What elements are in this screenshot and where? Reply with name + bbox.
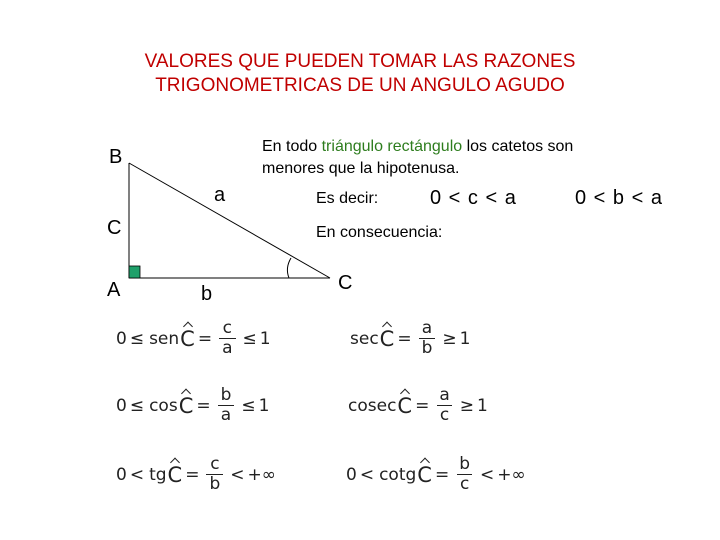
sec-right: 1 <box>459 328 471 349</box>
cos-left: 0 <box>116 395 127 416</box>
sec-den: b <box>419 338 436 358</box>
title-line-2: TRIGONOMETRICAS DE UN ANGULO AGUDO <box>155 75 565 96</box>
cos-fraction <box>218 386 235 425</box>
cosec-num: a <box>439 385 450 405</box>
intro-part1: En todo <box>262 138 322 155</box>
intro-line2: menores que la hipotenusa. <box>262 160 460 177</box>
intro-highlight: triángulo rectángulo <box>321 138 463 155</box>
formula-sec <box>348 319 470 358</box>
intro-part2: los catetos son <box>462 138 574 155</box>
cotg-eq: = <box>434 464 450 485</box>
formula-cotg <box>346 455 526 494</box>
vertex-c-label: C <box>107 217 122 239</box>
sen-right: 1 <box>259 328 271 349</box>
cotg-op1: < <box>359 464 375 485</box>
es-decir-label: Es decir: <box>316 190 379 207</box>
formula-tg <box>116 455 276 494</box>
angle-c-label: C <box>338 272 353 294</box>
cos-eq: = <box>196 395 211 416</box>
consecuencia-label: En consecuencia: <box>316 224 443 241</box>
sec-fraction <box>419 319 436 358</box>
tg-num: c <box>210 454 220 474</box>
sec-var: C <box>379 326 395 351</box>
cotg-fn: cotg <box>379 464 417 485</box>
cos-num: b <box>220 385 232 405</box>
sec-op2: ≥ <box>442 328 457 349</box>
inequality-b: 0 < b < a <box>575 187 663 209</box>
vertex-a-label: A <box>107 279 121 301</box>
sen-op1: ≤ <box>129 328 145 349</box>
tg-fraction <box>206 455 223 494</box>
tg-eq: = <box>185 464 200 485</box>
cosec-var: C <box>397 393 413 418</box>
sen-left: 0 <box>116 328 127 349</box>
cotg-right: +∞ <box>497 464 526 485</box>
cosec-fraction <box>436 386 452 425</box>
tg-left: 0 <box>116 464 127 485</box>
cosec-op2: ≥ <box>459 395 475 416</box>
tg-den: b <box>206 474 223 494</box>
cos-den: a <box>218 405 234 425</box>
sen-var: C <box>180 326 195 351</box>
tg-op1: < <box>129 464 145 485</box>
sen-num: c <box>222 318 232 338</box>
tg-op2: < <box>230 464 245 485</box>
formula-cos <box>116 386 269 425</box>
formula-sen <box>116 319 271 358</box>
tg-fn: tg <box>149 464 167 485</box>
angle-c-arc <box>287 258 291 278</box>
sec-eq: = <box>397 328 412 349</box>
cos-op1: ≤ <box>129 395 145 416</box>
cosec-den: c <box>437 405 452 425</box>
cotg-den: c <box>457 474 472 494</box>
sen-fn: sen <box>149 328 180 349</box>
tg-var: C <box>167 462 183 487</box>
cos-op2: ≤ <box>241 395 256 416</box>
hypotenuse-a <box>129 163 330 278</box>
sec-num: a <box>421 318 433 338</box>
cosec-right: 1 <box>477 395 488 416</box>
cotg-num: b <box>459 454 471 474</box>
cotg-fraction <box>456 455 473 494</box>
side-b-label: b <box>201 283 213 305</box>
tg-right: +∞ <box>247 464 276 485</box>
cos-fn: cos <box>149 395 178 416</box>
sen-op2: ≤ <box>242 328 257 349</box>
sen-eq: = <box>197 328 213 349</box>
cos-var: C <box>178 393 194 418</box>
cosec-eq: = <box>415 395 430 416</box>
cotg-left: 0 <box>346 464 357 485</box>
sec-fn: sec <box>350 328 379 349</box>
vertex-b-label: B <box>109 146 123 168</box>
cotg-op2: < <box>480 464 495 485</box>
inequality-c: 0 < c < a <box>430 187 517 209</box>
sen-fraction <box>219 319 235 358</box>
intro-text <box>262 136 573 180</box>
sen-den: a <box>219 338 235 358</box>
title-line-1: VALORES QUE PUEDEN TOMAR LAS RAZONES <box>144 51 576 72</box>
cosec-fn: cosec <box>348 395 397 416</box>
cotg-var: C <box>417 462 432 487</box>
formula-cosec <box>346 386 488 425</box>
side-a-label: a <box>214 184 226 206</box>
cos-right: 1 <box>258 395 270 416</box>
right-angle-marker <box>129 266 140 278</box>
